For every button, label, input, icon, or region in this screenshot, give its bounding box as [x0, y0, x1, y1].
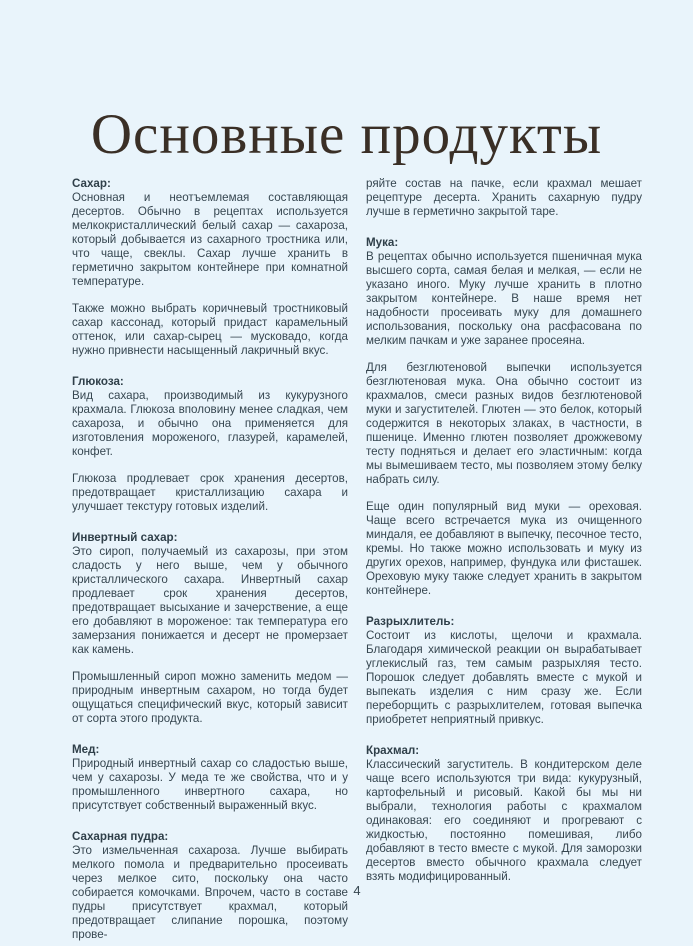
page-title: Основные продукты	[90, 103, 603, 167]
section-paragraph: Еще один популярный вид муки — ореховая. Чаще всего встречается мука из очищенного миндаля, ее добавляют в выпечку, песочное тесто, кремы. Но также можно использовать и муку из других орехов, например, фундука или фисташек. Ореховую муку также следует хранить в закрытом контейнере.	[366, 500, 642, 597]
section-paragraph: Глюкоза продлевает срок хранения десертов, предотвращает кристаллизацию сахара и улучшает текстуру готовых изделий.	[72, 472, 348, 513]
section-paragraph: Классический загуститель. В кондитерском деле чаще всего используются три вида: кукурузный, картофельный и рисовый. Какой бы мы ни выбрали, технология работы с крахмалом одинаковая: его соединяют и прогревают с жидкостью, постоянно помешивая, либо добавляют в тесто вместе с мукой. Для заморозки десертов вместо обычного крахмала следует взять модифицированный.	[366, 758, 642, 883]
section-heading: Инвертный сахар:	[72, 531, 178, 544]
right-column	[366, 177, 642, 946]
left-column	[72, 177, 348, 946]
section-baking-powder	[366, 615, 642, 727]
section-heading: Крахмал:	[366, 744, 420, 757]
section-paragraph: В рецептах обычно используется пшеничная мука высшего сорта, самая белая и мелкая, — если не указано иного. Муку лучше хранить в плотно закрытом контейнере. В наше время нет надобности просеивать муку для домашнего использования, поскольку она расфасована по мелким пачкам и уже заранее просеяна.	[366, 250, 642, 347]
section-paragraph: Природный инвертный сахар со сладостью выше, чем у сахарозы. У меда те же свойства, что и у промышленного инвертного сахара, но присутствует собственный выраженный вкус.	[72, 757, 348, 812]
section-honey	[72, 743, 348, 813]
section-heading: Разрыхлитель:	[366, 615, 455, 628]
section-paragraph: ряйте состав на пачке, если крахмал мешает рецептуре десерта. Хранить сахарную пудру лучше в герметично закрытой таре.	[366, 177, 642, 218]
section-heading: Сахарная пудра:	[72, 830, 169, 843]
section-paragraph: Основная и неотъемлемая составляющая десертов. Обычно в рецептах используется мелкокристаллический белый сахар — сахароза, который добывается из сахарного тростника или, что чаще, свеклы. Сахар лучше хранить в герметично закрытом контейнере при комнатной температуре.	[72, 191, 348, 288]
section-heading: Глюкоза:	[72, 375, 124, 388]
section-paragraph: Для безглютеновой выпечки используется безглютеновая мука. Она обычно состоит из крахмалов, смеси разных видов безглютеновой муки и загустителей. Глютен — это белок, который содержится в некоторых злаках, в частности, в пшенице. Именно глютен позволяет дрожжевому тесту подняться и делает его эластичным: когда мы вымешиваем тесто, мы позволяем этому белку набрать силу.	[366, 361, 642, 486]
section-invert-sugar	[72, 531, 348, 726]
section-sugar	[72, 177, 348, 358]
section-glucose	[72, 375, 348, 514]
section-paragraph: Это измельченная сахароза. Лучше выбирать мелкого помола и предварительно просеивать через мелкое сито, поскольку она часто собирается комочками. Впрочем, часто в составе пудры присутствует крахмал, который предотвращает слипание порошка, поэтому прове-	[72, 844, 348, 941]
section-heading: Сахар:	[72, 177, 111, 190]
section-paragraph: Также можно выбрать коричневый тростниковый сахар кассонад, который придаст карамельный оттенок, или сахар-сырец — мусковадо, когда нужно привнести насыщенный лакричный вкус.	[72, 302, 348, 357]
section-heading: Мука:	[366, 236, 399, 249]
section-powdered-sugar-continued	[366, 177, 642, 219]
page-number: 4	[353, 883, 361, 898]
section-paragraph: Вид сахара, производимый из кукурузного крахмала. Глюкоза вполовину менее сладкая, чем сахароза, и обычно она применяется для изготовления мороженого, глазурей, карамелей, конфет.	[72, 389, 348, 458]
section-paragraph: Состоит из кислоты, щелочи и крахмала. Благодаря химической реакции он вырабатывает углекислый газ, тем самым разрыхляя тесто. Порошок следует добавлять вместе с мукой и выпекать изделия с ним сразу же. Если переборщить с разрыхлителем, готовая выпечка приобретет неприятный привкус.	[366, 629, 642, 726]
section-flour	[366, 236, 642, 598]
text-columns	[72, 177, 642, 946]
section-paragraph: Это сироп, получаемый из сахарозы, при этом сладость у него выше, чем у обычного кристаллического сахара. Инвертный сахар продлевает срок хранения десертов, предотвращает высыхание и зачерствение, а еще его добавляют в мороженое: так температура его замерзания понижается и десерт не промерзает как камень.	[72, 545, 348, 656]
section-starch	[366, 744, 642, 884]
section-heading: Мед:	[72, 743, 100, 756]
section-paragraph: Промышленный сироп можно заменить медом — природным инвертным сахаром, но тогда будет ощущаться специфический вкус, который зависит от сорта этого продукта.	[72, 670, 348, 725]
